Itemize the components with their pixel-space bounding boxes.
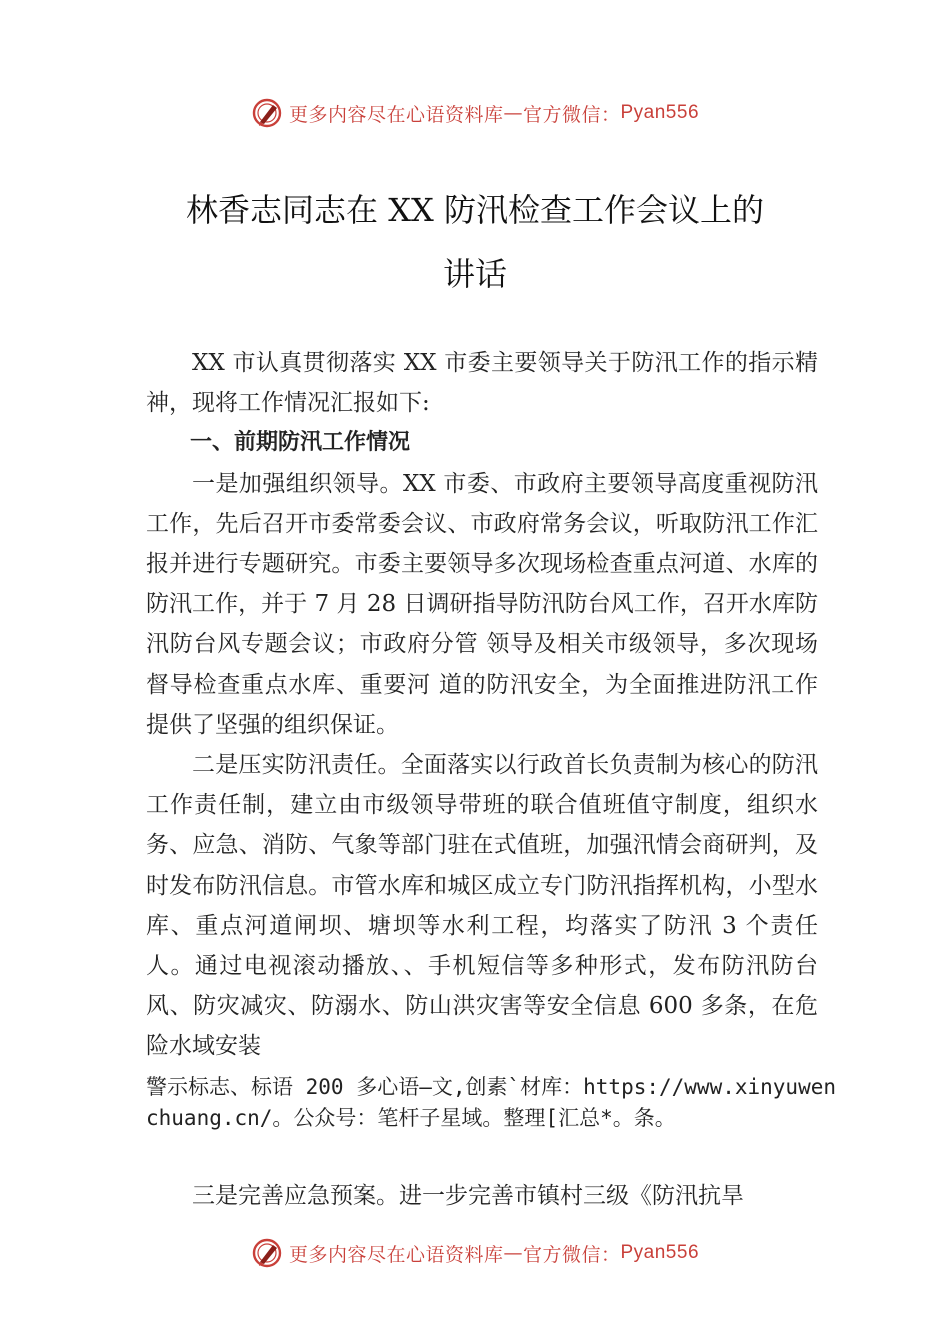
header-watermark-banner: [0, 93, 950, 133]
paragraph-emergency-plan: [146, 1176, 818, 1216]
title-line-1: 林香志同志在 XX 防汛检查工作会议上的: [186, 191, 764, 229]
pen-logo-icon: [251, 97, 283, 129]
intro-paragraph: XX 市认真贯彻落实 XX 市委主要领导关于防汛工作的指示精神，现将工作情况汇报如下:: [146, 350, 818, 417]
document-title: [120, 178, 830, 306]
banner-wechat-label: 官方微信：: [522, 1243, 621, 1266]
banner-wechat-label: 官方微信：: [522, 103, 621, 126]
paragraph-emergency-plan-text: 三是完善应急预案。进一步完善市镇村三级《防汛抗旱: [192, 1183, 744, 1209]
pen-logo-icon: [251, 1237, 283, 1269]
title-line-2: 讲话: [442, 255, 507, 293]
inserted-watermark-text: 警示标志、标语 200 多心语—文,创素`材库：https://www.xinyuwenchuang.cn/。公众号：笔杆子星域。整理[汇总*。条。: [146, 1075, 837, 1130]
footer-watermark-banner: [0, 1233, 950, 1273]
banner-wechat-id: Pyan556: [620, 1242, 700, 1263]
document-body: [146, 343, 818, 1067]
paragraph-responsibility: 二是压实防汛责任。全面落实以行政首长负责制为核心的防汛工作责任制，建立由市级领导带班的联合值班值守制度，组织水务、应急、消防、气象等部门驻在式值班，加强汛情会商研判，及时发布防汛信息。市管水库和城区成立专门防汛指挥机构，小型水库、重点河道闸坝、塘坝等水利工程，均落实了防汛 3 个责任人。通过电视滚动播放、、手机短信等多种形式，发布防汛防台风、防灾减灾、防溺水、防山洪灾害等安全信息 600 多条，在危险水域安装: [146, 752, 818, 1060]
banner-wechat-id: Pyan556: [620, 102, 700, 123]
banner-site-text: 更多内容尽在心语资料库: [288, 1243, 504, 1266]
banner-dash: —: [503, 102, 523, 124]
banner-site-text: 更多内容尽在心语资料库: [288, 103, 504, 126]
section-heading-1: 一、前期防汛工作情况: [190, 430, 411, 456]
banner-dash: —: [503, 1242, 523, 1264]
paragraph-organization: 一是加强组织领导。XX 市委、市政府主要领导高度重视防汛工作，先后召开市委常委会议、市政府常务会议，听取防汛工作汇报并进行专题研究。市委主要领导多次现场检查重点河道、水库的防汛工作，并于 7 月 28 日调研指导防汛防台风工作，召开水库防汛防台风专题会议；市政府分管 领导及相关市级领导，多次现场督导检查重点水库、重要河 道的防汛安全，为全面推进防汛工作提供了坚强的组织保证。: [146, 470, 818, 738]
